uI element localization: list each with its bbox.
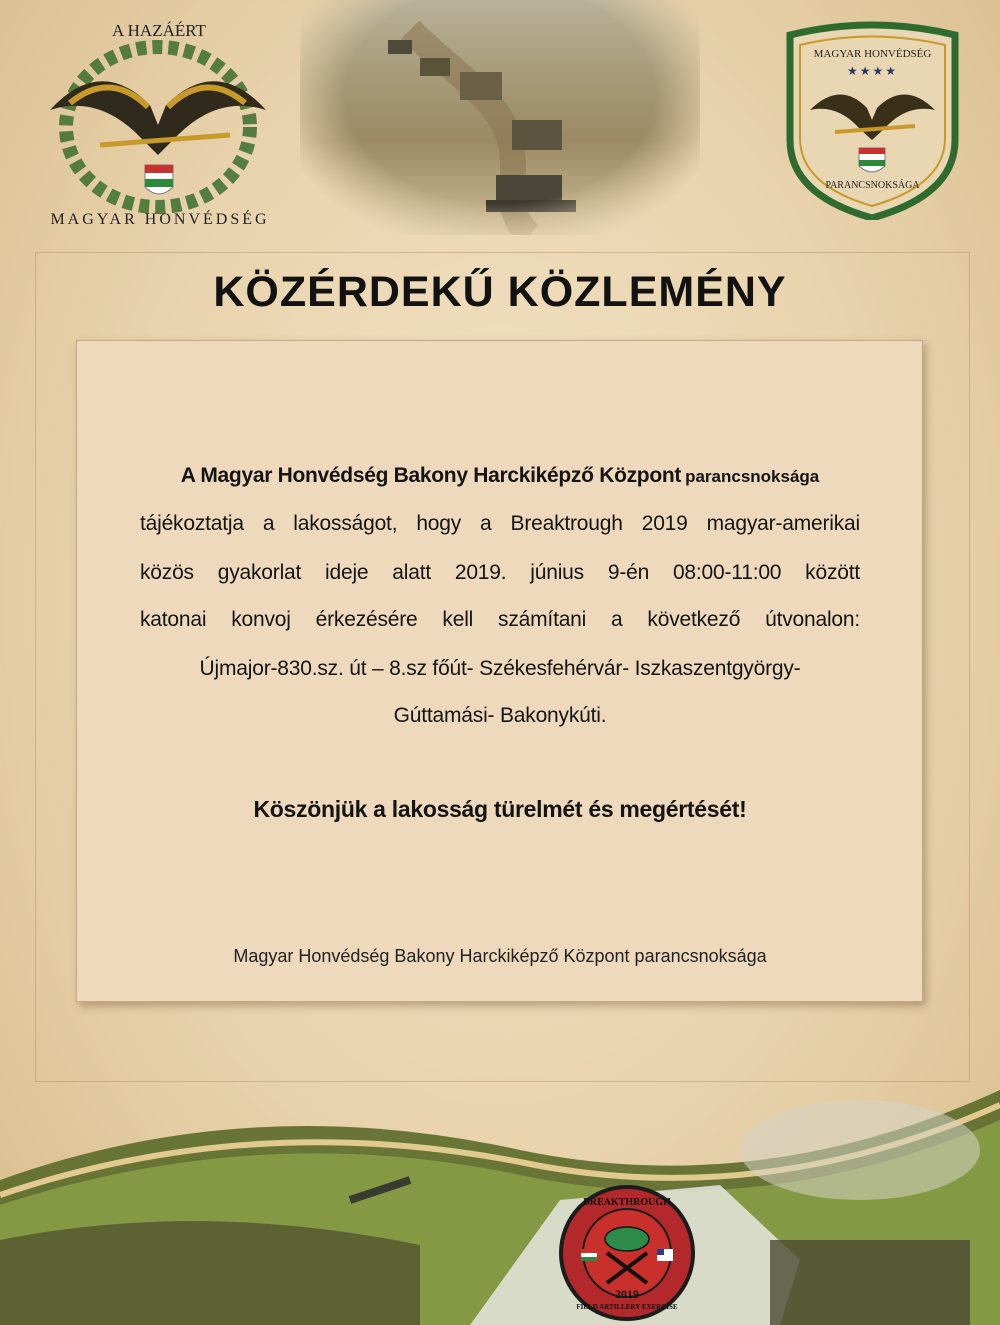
notice-line-2: közös gyakorlat ideje alatt 2019. június 9-én 08:00-11:00 között [140,561,860,584]
signature: Magyar Honvédség Bakony Harckiképző Központ parancsnoksága [233,946,767,966]
notice-lead-small: parancsnoksága [685,467,820,486]
badge-top-text: BREAKTHROUGH [583,1197,671,1208]
left-emblem [30,15,285,235]
right-emblem-top-text: MAGYAR HONVÉDSÉG [813,48,932,60]
right-emblem [775,20,970,220]
eagle-emblem-icon [30,15,285,235]
left-emblem-arc-text: MAGYAR HONVÉDSÉG [50,211,270,228]
notice-route-1: Újmajor-830.sz. út – 8.sz főút- Székesfehérvár- Iszkaszentgyörgy- [199,657,801,680]
badge-bottom-text: FIELD ARTILLERY EXERCISE [576,1303,678,1311]
page-title: KÖZÉRDEKŰ KÖZLEMÉNY [213,268,787,316]
notice-line-3: katonai konvoj érkezésére kell számítani a következő útvonalon: [140,608,860,631]
notice-lead-strong: A Magyar Honvédség Bakony Harckiképző Központ [180,464,682,487]
right-emblem-stars: ★★★★ [846,64,899,78]
footer-artwork [0,1030,1000,1325]
thanks-text: Köszönjük a lakosság türelmét és megértését! [253,796,747,822]
notice-route-2: Gúttamási- Bakonykúti. [393,704,607,727]
notice-line-1: tájékoztatja a lakosságot, hogy a Breaktrough 2019 magyar-amerikai [140,512,860,535]
military-convoy-photo [300,0,700,235]
left-emblem-top-text: A HAZÁÉRT [112,21,206,40]
badge-year: 2019 [615,1287,639,1301]
notice-lead [0,464,1000,488]
header [0,0,1000,240]
right-emblem-bottom-text: PARANCSNOKSÁGA [825,180,920,191]
breakthrough-badge [557,1183,697,1323]
